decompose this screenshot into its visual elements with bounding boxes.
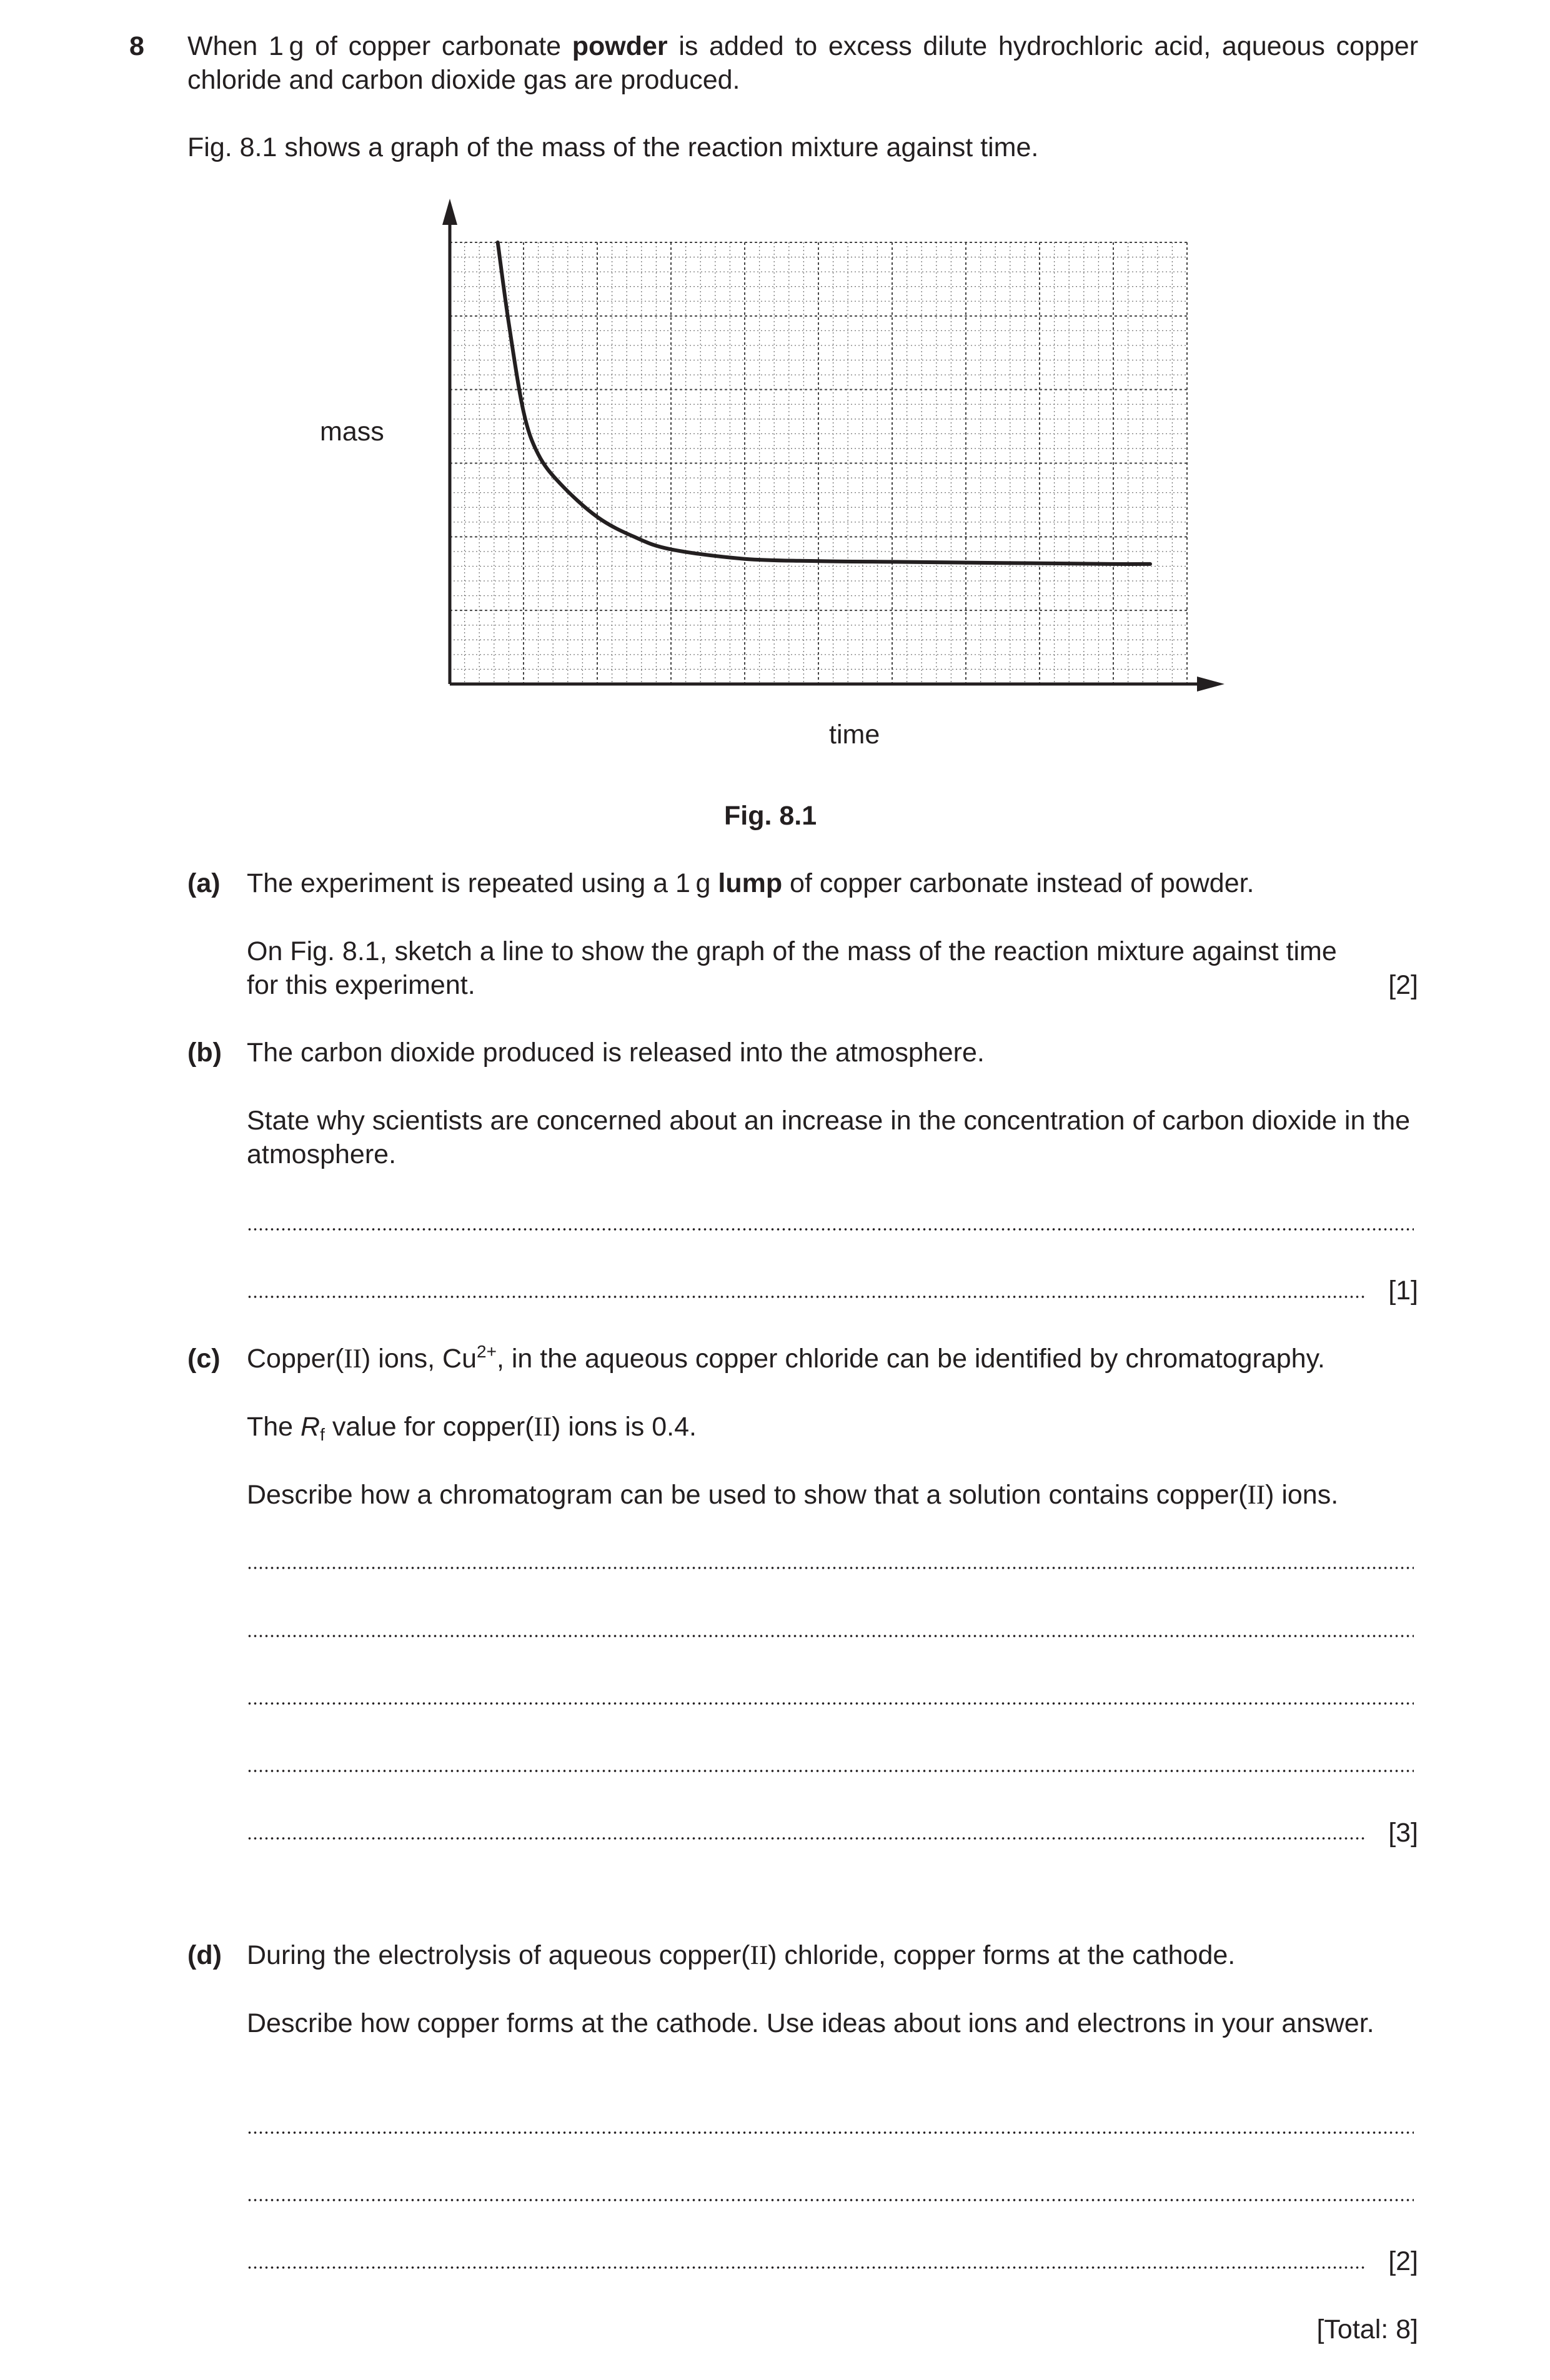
mass-time-graph (0, 0, 1550, 781)
part-c-label: (c) (187, 1344, 221, 1374)
answer-line[interactable] (247, 2199, 1414, 2201)
part-b-text: The carbon dioxide produced is released into the atmosphere. (247, 1038, 985, 1068)
answer-line[interactable] (247, 2266, 1365, 2269)
part-c-marks: [3] (1388, 1818, 1418, 1848)
part-a-label: (a) (187, 868, 221, 898)
question-number: 8 (129, 31, 144, 61)
figure-caption: Fig. 8.1 (724, 801, 817, 831)
part-a-text: The experiment is repeated using a 1 g lump of copper carbonate instead of powder. (247, 868, 1254, 898)
total-marks: [Total: 8] (1316, 2314, 1418, 2344)
answer-line[interactable] (247, 1228, 1414, 1231)
part-d-marks: [2] (1388, 2246, 1418, 2276)
answer-line[interactable] (247, 1702, 1414, 1705)
answer-line[interactable] (247, 2131, 1414, 2134)
part-b-label: (b) (187, 1038, 222, 1068)
y-axis-label: mass (320, 417, 384, 447)
x-axis-label: time (829, 720, 880, 750)
question-intro: When 1 g of copper carbonate powder is added to excess dilute hydrochloric acid, aqueous copper chloride and carbon dioxide gas are produced. (187, 31, 1419, 95)
part-c-instruction: Describe how a chromatogram can be used to show that a solution contains copper(II) ions. (247, 1480, 1339, 1510)
part-a-instruction: On Fig. 8.1, sketch a line to show the graph of the mass of the reaction mixture against time for this experiment. (247, 936, 1337, 1000)
part-d-instruction: Describe how copper forms at the cathode. Use ideas about ions and electrons in your answer. (247, 2008, 1374, 2038)
answer-line[interactable] (247, 1770, 1414, 1772)
answer-line[interactable] (247, 1837, 1365, 1840)
x-axis-arrow (1197, 677, 1225, 692)
part-c-rf-text: The $R_f$ value for copper(II) ions is 0.4. (247, 1412, 697, 1444)
part-a-marks: [2] (1388, 970, 1418, 1000)
part-b-marks: [1] (1388, 1276, 1418, 1306)
figure-intro: Fig. 8.1 shows a graph of the mass of the reaction mixture against time. (187, 132, 1039, 162)
answer-line[interactable] (247, 1296, 1365, 1298)
answer-line[interactable] (247, 1635, 1414, 1637)
part-b-instruction: State why scientists are concerned about an increase in the concentration of carbon dioxide in the atmosphere. (247, 1106, 1411, 1169)
major-grid (450, 242, 1187, 684)
mass-curve (498, 242, 1150, 564)
part-c-text: Copper(II) ions, $Cu^{2+}$, in the aqueous copper chloride can be identified by chromatography. (247, 1342, 1325, 1374)
part-d-text: During the electrolysis of aqueous copper(II) chloride, copper forms at the cathode. (247, 1940, 1236, 1970)
part-d-label: (d) (187, 1940, 222, 1970)
y-axis-arrow (442, 199, 457, 225)
answer-line[interactable] (247, 1567, 1414, 1569)
